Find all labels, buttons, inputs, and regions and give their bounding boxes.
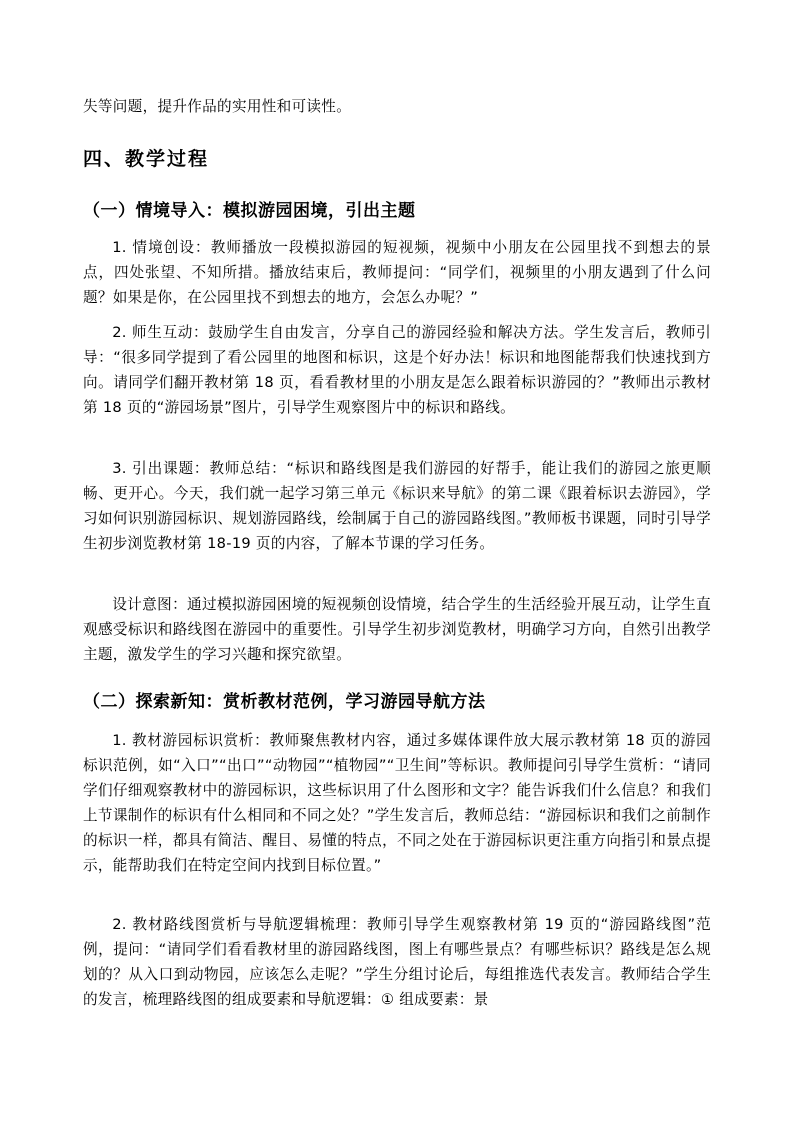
part1-design-intent: 设计意图：通过模拟游园困境的短视频创设情境，结合学生的生活经验开展互动，让学生直观感受标识和路线图在游园中的重要性。引导学生初步浏览教材，明确学习方向，自然引出教学主题，激发学生的学习兴趣和探究欲望。: [83, 596, 711, 663]
section-title: 四、教学过程: [83, 148, 210, 170]
part1-item-1: 1. 情境创设：教师播放一段模拟游园的短视频，视频中小朋友在公园里找不到想去的景点，四处张望、不知所措。播放结束后，教师提问：“同学们，视频里的小朋友遇到了什么问题？如果是你，在公园里找不到想去的地方，会怎么办呢？”: [83, 239, 711, 306]
part1-title: （一）情境导入：模拟游园困境，引出主题: [83, 201, 416, 221]
part1-item-2: 2. 师生互动：鼓励学生自由发言，分享自己的游园经验和解决方法。学生发言后，教师引导：“很多同学提到了看公园里的地图和标识，这是个好办法！标识和地图能帮我们快速找到方向。请同学们翻开教材第 18 页，看看教材里的小朋友是怎么跟着标识游园的？”教师出示教材第 18 页的“游园场景”图片，引导学生观察图片中的标识和路线。: [83, 324, 711, 416]
part2-item-2: 2. 教材路线图赏析与导航逻辑梳理：教师引导学生观察教材第 19 页的“游园路线图”范例，提问：“请同学们看看教材里的游园路线图，图上有哪些景点？有哪些标识？路线是怎么规划的？从入口到动物园，应该怎么走呢？”学生分组讨论后，每组推选代表发言。教师结合学生的发言，梳理路线图的组成要素和导航逻辑：① 组成要素：景: [83, 916, 711, 1008]
intro-tail-paragraph: 失等问题，提升作品的实用性和可读性。: [83, 98, 352, 115]
part1-item-3: 3. 引出课题：教师总结：“标识和路线图是我们游园的好帮手，能让我们的游园之旅更顺畅、更开心。今天，我们就一起学习第三单元《标识来导航》的第二课《跟着标识去游园》，学习如何识别游园标识、规划游园路线，绘制属于自己的游园路线图。”教师板书课题，同时引导学生初步浏览教材第 18-19 页的内容，了解本节课的学习任务。: [83, 460, 711, 552]
part2-item-1: 1. 教材游园标识赏析：教师聚焦教材内容，通过多媒体课件放大展示教材第 18 页的游园标识范例，如“入口”“出口”“动物园”“植物园”“卫生间”等标识。教师提问引导学生赏析：“请同学们仔细观察教材中的游园标识，这些标识用了什么图形和文字？能告诉我们什么信息？和我们上节课制作的标识有什么相同和不同之处？”学生发言后，教师总结：“游园标识和我们之前制作的标识一样，都具有简洁、醒目、易懂的特点，不同之处在于游园标识更注重方向指引和景点提示，能帮助我们在特定空间内找到目标位置。”: [83, 732, 711, 874]
part2-title: （二）探索新知：赏析教材范例，学习游园导航方法: [83, 692, 486, 712]
